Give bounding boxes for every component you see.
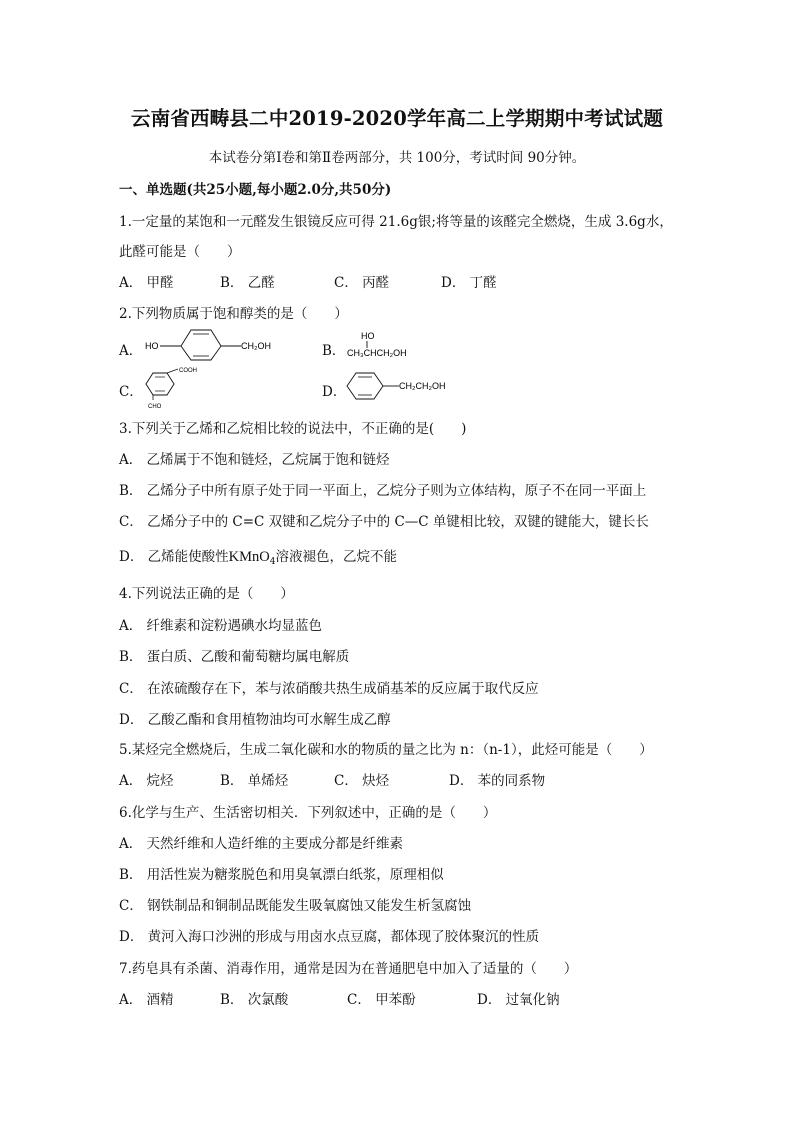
option-c: C． 甲苯酚 [347, 992, 416, 1008]
option-b: B． [322, 343, 346, 359]
option-d-text: D． 乙烯能使酸性 [119, 549, 229, 565]
structure-a-image [143, 328, 283, 362]
option-a: A． 烷烃 [119, 773, 174, 789]
structure-label: CH₂OH [241, 341, 271, 351]
option-d: D． 黄河入海口沙洲的形成与用卤水点豆腐，都体现了胶体聚沉的性质 [119, 929, 540, 945]
option-a: A． 纤维素和淀粉遇碘水均显蓝色 [119, 618, 323, 634]
option-a: A． 天然纤维和人造纤维的主要成分都是纤维素 [119, 836, 404, 852]
question-2-stem: 2.下列物质属于饱和醇类的是（ ） [119, 306, 348, 322]
option-c: C． 在浓硫酸存在下，苯与浓硝酸共热生成硝基苯的反应属于取代反应 [119, 681, 539, 697]
question-7-stem: 7.药皂具有杀菌、消毒作用，通常是因为在普通肥皂中加入了适量的（ ） [119, 961, 578, 977]
exam-instructions: 本试卷分第Ⅰ卷和第Ⅱ卷两部分，共 100分，考试时间 90分钟。 [208, 150, 586, 166]
option-a: A． 乙烯属于不饱和链烃，乙烷属于饱和链烃 [119, 452, 390, 468]
option-c: C． 炔烃 [334, 773, 390, 789]
formula-kmno4: KMnO [228, 549, 270, 565]
option-d: D． 乙酸乙酯和食用植物油均可水解生成乙醇 [119, 712, 391, 728]
option-d: D． [322, 384, 347, 400]
option-a: A． 甲醛 [119, 275, 174, 291]
formula-subscript: 4 [269, 557, 276, 567]
option-c: C． 钢铁制品和铜制品既能发生吸氧腐蚀又能发生析氢腐蚀 [119, 898, 472, 914]
option-d: D． 丁醛 [441, 275, 497, 291]
structure-c-image [138, 366, 208, 410]
structure-label: HO [145, 341, 159, 351]
option-c: C． [119, 384, 143, 400]
section-heading: 一、单选题(共25小题,每小题2.0分,共50分) [119, 182, 392, 198]
question-3-stem: 3.下列关于乙烯和乙烷相比较的说法中，不正确的是( ) [119, 421, 467, 437]
option-c: C． 乙烯分子中的 C=C 双键和乙烷分子中的 C—C 单键相比较，双键的键能大，键长长 [119, 514, 649, 530]
structure-label: CHO [148, 404, 162, 410]
option-d-text-end: 溶液褪色，乙烷不能 [275, 549, 397, 565]
structure-label: HO [361, 331, 375, 341]
option-a: A． 酒精 [119, 992, 174, 1008]
option-b: B． 单烯烃 [220, 773, 289, 789]
option-b: B． 乙烯分子中所有原子处于同一平面上，乙烷分子则为立体结构，原子不在同一平面上 [119, 483, 647, 499]
structure-label: CH₃CHCH₂OH [347, 348, 407, 358]
structure-b-image [345, 328, 435, 360]
structure-d-image [343, 370, 453, 402]
option-b: B． 次氯酸 [220, 992, 289, 1008]
question-6-stem: 6.化学与生产、生活密切相关．下列叙述中，正确的是（ ） [119, 805, 497, 821]
structure-label: COOH [179, 368, 197, 374]
option-b: B． 乙醛 [220, 275, 275, 291]
option-d [119, 545, 397, 567]
question-1-stem: 1.一定量的某饱和一元醛发生银镜反应可得 21.6g银;将等量的该醛完全燃烧，生成 3.6g水， [119, 214, 673, 230]
question-4-stem: 4.下列说法正确的是（ ） [119, 586, 294, 602]
option-a: A． [119, 343, 143, 359]
option-b: B． 用活性炭为糖浆脱色和用臭氧漂白纸浆，原理相似 [119, 867, 444, 883]
question-1-stem-cont: 此醛可能是（ ） [119, 244, 241, 260]
question-5-stem: 5.某烃完全燃烧后，生成二氧化碳和水的物质的量之比为 n：（n-1），此烃可能是（ ） [119, 742, 653, 758]
page-title: 云南省西畴县二中2019-2020学年高二上学期期中考试试题 [130, 107, 664, 130]
option-d: D． 苯的同系物 [449, 773, 546, 789]
option-c: C． 丙醛 [334, 275, 390, 291]
option-d: D． 过氧化钠 [477, 992, 560, 1008]
structure-label: CH₂CH₂OH [399, 381, 446, 391]
option-b: B． 蛋白质、乙酸和葡萄糖均属电解质 [119, 649, 350, 665]
